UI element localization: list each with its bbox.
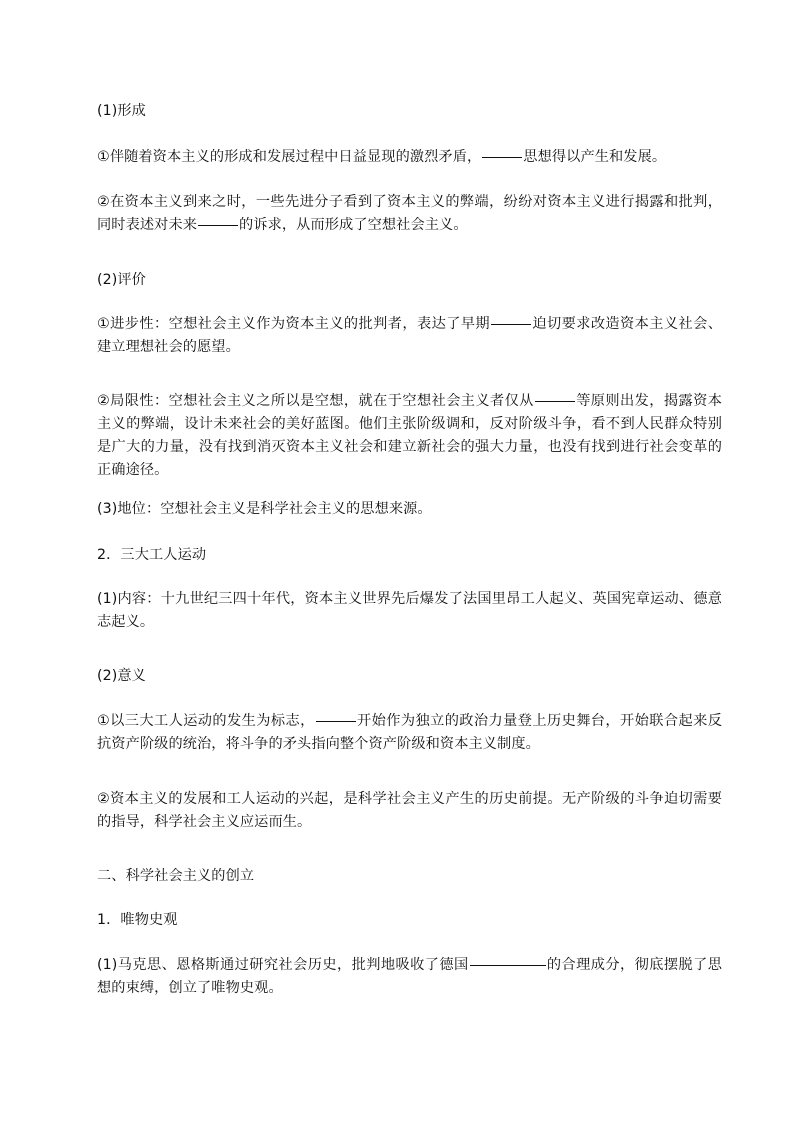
paragraph-formation-heading [97, 100, 146, 123]
paragraph-marx-engels [97, 954, 722, 1000]
text-significance-1a: ①以三大工人运动的发生为标志， [97, 713, 315, 729]
text-three-workers-movements: 2．三大工人运动 [97, 547, 207, 563]
paragraph-section-two-heading [97, 865, 254, 888]
fill-in-blank[interactable] [198, 224, 238, 226]
paragraph-historical-materialism [97, 909, 178, 932]
text-historical-materialism: 1．唯物史观 [97, 912, 178, 928]
text-marx-engels-a: (1)马克思、恩格斯通过研究社会历史，批判地吸收了德国 [97, 957, 469, 973]
text-limitation-a: ②局限性：空想社会主义之所以是空想，就在于空想社会主义者仅从 [97, 393, 534, 409]
text-evaluation-heading: (2)评价 [97, 272, 146, 288]
paragraph-status [97, 498, 722, 521]
paragraph-three-workers-movements [97, 544, 206, 567]
text-marx-engels-b: 的合理成分，彻底摆脱了思想的束缚，创立了唯物史观。 [97, 957, 722, 996]
text-progressiveness-a: ①进步性：空想社会主义作为资本主义的批判者，表达了早期 [97, 316, 491, 332]
paragraph-formation-2 [97, 191, 722, 237]
paragraph-significance-heading [97, 665, 146, 688]
text-significance-heading: (2)意义 [97, 668, 146, 684]
text-status: (3)地位：空想社会主义是科学社会主义的思想来源。 [97, 501, 432, 517]
text-formation-2a: ②在资本主义到来之时，一些先进分子看到了资本主义的弊端，纷纷对资本主义进行揭露和批判，同时表述对未来 [97, 194, 722, 233]
fill-in-blank[interactable] [316, 720, 356, 722]
text-limitation-b: 等原则出发，揭露资本主义的弊端，设计未来社会的美好蓝图。他们主张阶级调和，反对阶级斗争，看不到人民群众特别是广大的力量，没有找到消灭资本主义社会和建立新社会的强大力量，也没有找到进行社会变革的正确途径。 [97, 393, 722, 478]
fill-in-blank[interactable] [482, 156, 522, 158]
paragraph-progressiveness [97, 313, 722, 359]
text-formation-2b: 的诉求，从而形成了空想社会主义。 [239, 217, 468, 233]
text-significance-2: ②资本主义的发展和工人运动的兴起，是科学社会主义产生的历史前提。无产阶级的斗争迫切需要的指导，科学社会主义应运而生。 [97, 791, 722, 830]
text-content: (1)内容：十九世纪三四十年代，资本主义世界先后爆发了法国里昂工人起义、英国宪章运动、德意志起义。 [97, 591, 722, 630]
paragraph-evaluation-heading [97, 269, 146, 292]
fill-in-blank[interactable] [535, 400, 575, 402]
text-progressiveness-b: 迫切要求改造资本主义社会、建立理想社会的愿望。 [97, 316, 722, 355]
paragraph-content [97, 588, 722, 634]
paragraph-formation-1 [97, 146, 722, 169]
paragraph-significance-2 [97, 788, 722, 834]
text-section-two-heading: 二、科学社会主义的创立 [97, 868, 255, 884]
fill-in-blank[interactable] [491, 323, 531, 325]
text-formation-heading: (1)形成 [97, 103, 146, 119]
fill-in-blank[interactable] [470, 964, 546, 966]
text-significance-1b: 开始作为独立的政治力量登上历史舞台，开始联合起来反抗资产阶级的统治，将斗争的矛头指向整个资产阶级和资本主义制度。 [97, 713, 722, 752]
text-formation-1b: 思想得以产生和发展。 [523, 149, 667, 165]
text-formation-1a: ①伴随着资本主义的形成和发展过程中日益显现的激烈矛盾， [97, 149, 482, 165]
paragraph-limitation [97, 390, 722, 482]
paragraph-significance-1 [97, 710, 722, 756]
